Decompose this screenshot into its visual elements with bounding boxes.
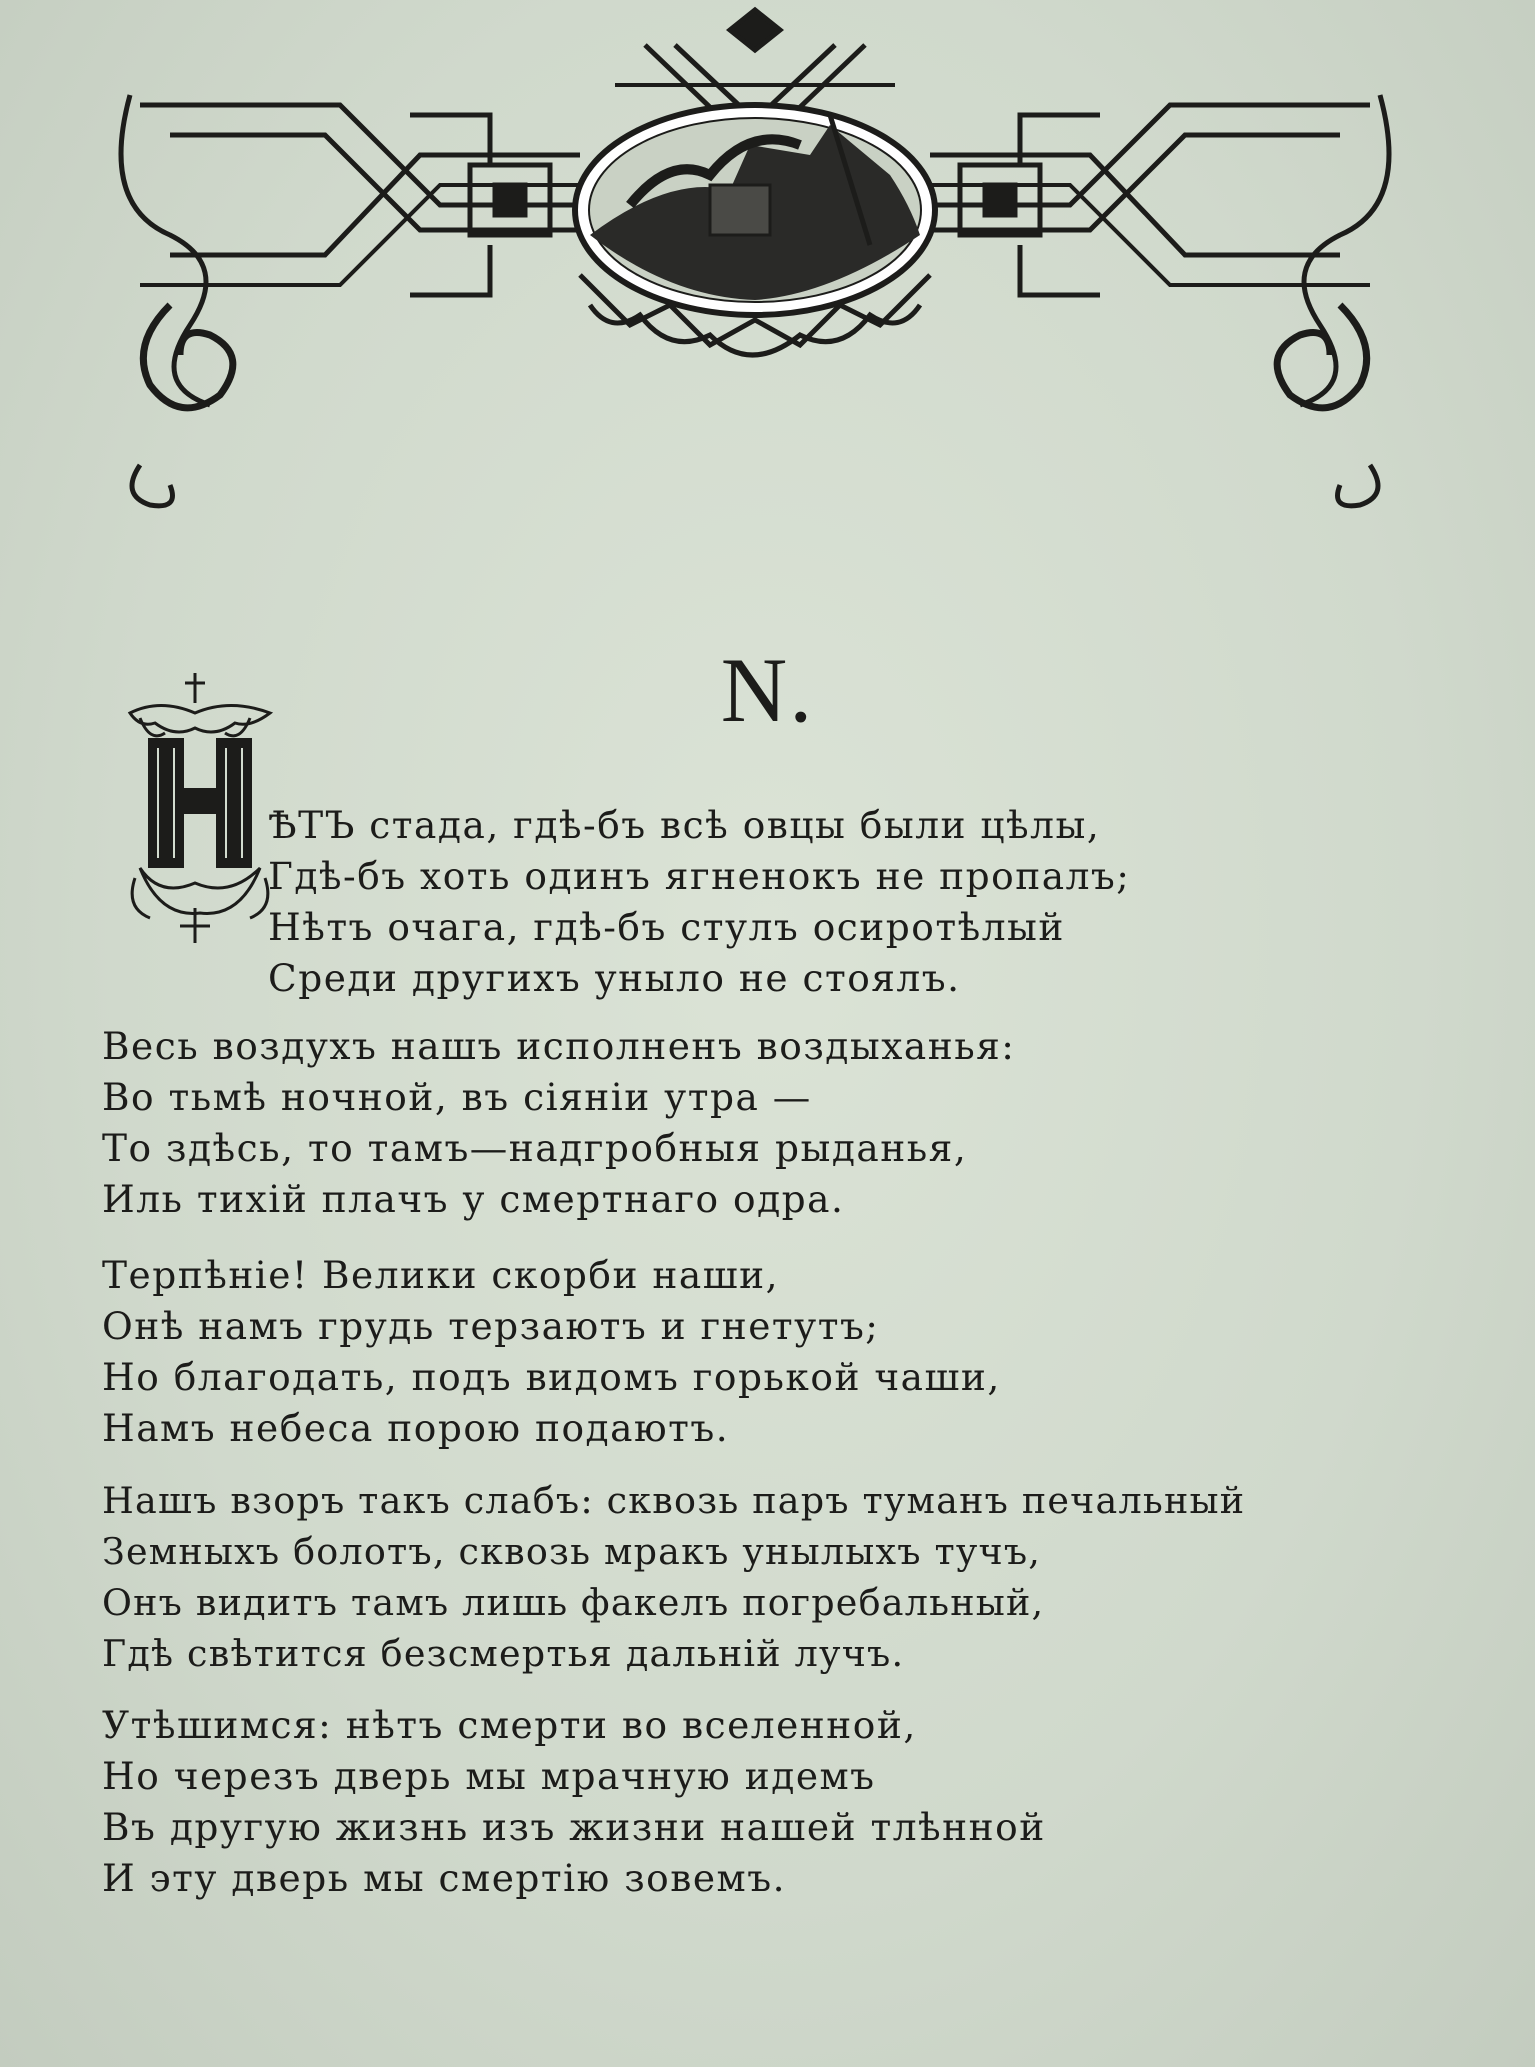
verse-line: Но благодать, подъ видомъ горькой чаши, xyxy=(102,1355,1001,1399)
ornamental-headpiece xyxy=(110,5,1400,535)
verse-line: Земныхъ болотъ, сквозь мракъ унылыхъ тучъ, xyxy=(102,1530,1042,1573)
poem-title: N. xyxy=(720,639,815,741)
verse-line: И эту дверь мы смертiю зовемъ. xyxy=(102,1856,786,1900)
verse-line: Въ другую жизнь изъ жизни нашей тлѣнной xyxy=(102,1805,1046,1849)
stanza-1 xyxy=(268,800,1130,1004)
verse-line: Терпѣнiе! Велики скорби наши, xyxy=(102,1253,780,1297)
verse-line: Весь воздухъ нашъ исполненъ воздыханья: xyxy=(102,1024,1016,1068)
verse-line: Иль тихiй плачъ у смертнаго одра. xyxy=(102,1177,845,1221)
stanza-4 xyxy=(102,1475,1245,1679)
verse-line: Нѣтъ очага, гдѣ-бъ стулъ осиротѣлый xyxy=(268,905,1065,949)
verse-line: Нашъ взоръ такъ слабъ: сквозь паръ туманъ печальный xyxy=(102,1479,1246,1522)
stanza-3 xyxy=(102,1250,1001,1454)
stanza-2 xyxy=(102,1021,1015,1225)
verse-line: Намъ небеса порою подаютъ. xyxy=(102,1406,730,1450)
verse-line: Утѣшимся: нѣтъ смерти во вселенной, xyxy=(102,1703,917,1747)
verse-line: Гдѣ свѣтится безсмертья дальнiй лучъ. xyxy=(102,1632,905,1675)
verse-line: Онъ видитъ тамъ лишь факелъ погребальный, xyxy=(102,1581,1045,1624)
verse-line: Онѣ намъ грудь терзаютъ и гнетутъ; xyxy=(102,1304,880,1348)
stanza-5 xyxy=(102,1700,1046,1904)
verse-line: Во тьмѣ ночной, въ сiянiи утра — xyxy=(102,1075,812,1119)
ornamental-initial-letter xyxy=(120,668,280,948)
verse-line: Но черезъ дверь мы мрачную идемъ xyxy=(102,1754,876,1798)
verse-line: То здѣсь, то тамъ—надгробныя рыданья, xyxy=(102,1126,968,1170)
verse-line: ѢТЪ стада, гдѣ-бъ всѣ овцы были цѣлы, xyxy=(268,803,1101,847)
verse-line: Гдѣ-бъ хоть одинъ ягненокъ не пропалъ; xyxy=(268,854,1131,898)
verse-line: Среди другихъ уныло не стоялъ. xyxy=(268,956,961,1000)
